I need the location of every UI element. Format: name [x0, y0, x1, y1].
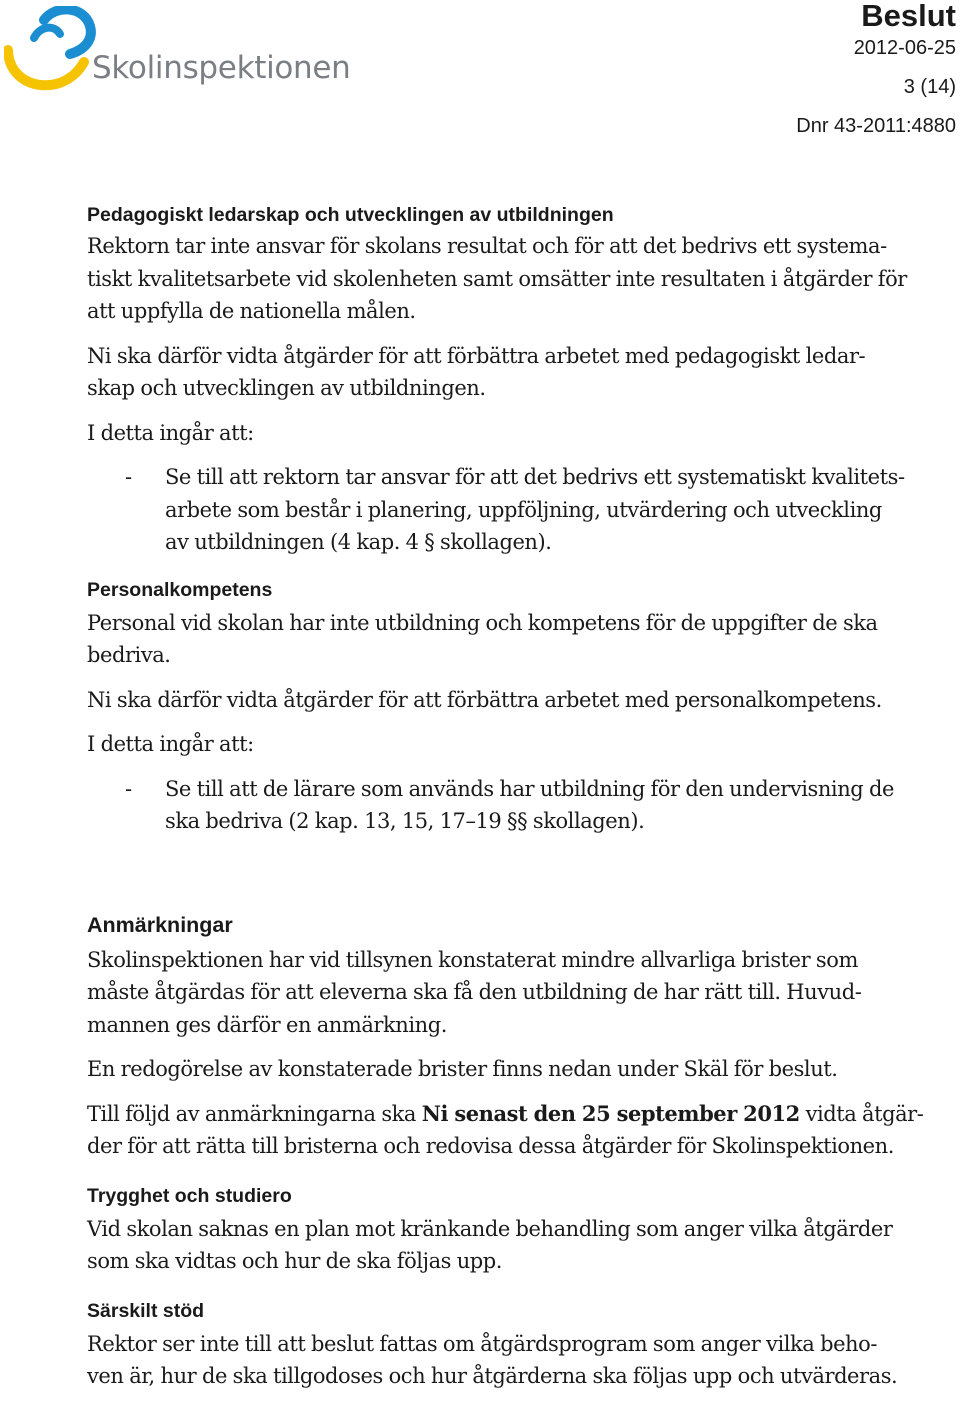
section-trygghet — [87, 1181, 932, 1278]
paragraph-line: Personal vid skolan har inte utbildning och kompetens för de uppgifter de ska — [87, 610, 878, 635]
paragraph-line: Vid skolan saknas en plan mot kränkande behandling som anger vilka åtgärder — [87, 1216, 893, 1241]
list-item — [87, 773, 932, 838]
paragraph-line: ven är, hur de ska tillgodoses och hur åtgärderna ska följas upp och utvärderas. — [87, 1364, 898, 1388]
page-number: 3 (14) — [903, 76, 956, 98]
list-item-line: Se till att rektorn tar ansvar för att det bedrivs ett systematiskt kvalitets- — [165, 465, 905, 489]
paragraph-line: tiskt kvalitetsarbete vid skolenheten samt omsätter inte resultaten i åtgärder för — [87, 266, 907, 291]
section-heading: Pedagogiskt ledarskap och utvecklingen av utbildningen — [87, 204, 614, 226]
list-dash: - — [125, 465, 132, 489]
paragraph-line: Ni ska därför vidta åtgärder för att förbättra arbetet med personalkompetens. — [87, 687, 882, 712]
paragraph-line: att uppfylla de nationella målen. — [87, 299, 416, 323]
list-item-line: Se till att de lärare som används har utbildning för den undervisning de — [165, 776, 894, 801]
section-anmarkningar — [87, 910, 932, 1163]
document-type: Beslut — [861, 0, 956, 33]
section-personalkompetens — [87, 575, 932, 838]
paragraph-line: Rektorn tar inte ansvar för skolans resultat och för att det bedrivs ett systema- — [87, 234, 887, 258]
text-run: vidta åtgär- — [799, 1101, 924, 1126]
paragraph-line: Rektor ser inte till att beslut fattas om åtgärdsprogram som anger vilka beho- — [87, 1331, 877, 1356]
list-dash: - — [125, 776, 132, 801]
paragraph-line: skap och utvecklingen av utbildningen. — [87, 376, 486, 400]
paragraph-line: I detta ingår att: — [87, 732, 254, 756]
paragraph-line: bedriva. — [87, 643, 171, 667]
paragraph-line: Ni ska därför vidta åtgärder för att förbättra arbetet med pedagogiskt ledar- — [87, 343, 866, 368]
paragraph-line — [87, 1098, 932, 1131]
list-item-line: ska bedriva (2 kap. 13, 15, 17–19 §§ skollagen). — [165, 809, 645, 833]
paragraph-line: måste åtgärdas för att eleverna ska få den utbildning de har rätt till. Huvud- — [87, 980, 862, 1004]
section-heading: Personalkompetens — [87, 578, 273, 601]
section-heading: Trygghet och studiero — [87, 1184, 292, 1207]
paragraph-line: Skolinspektionen har vid tillsynen konstaterat mindre allvarliga brister som — [87, 947, 858, 972]
paragraph-line: mannen ges därför en anmärkning. — [87, 1012, 447, 1037]
section-pedagogiskt-ledarskap — [87, 200, 932, 559]
deadline-text: Ni senast den 25 september 2012 — [421, 1100, 800, 1126]
text-run: Till följd av anmärkningarna ska — [87, 1101, 422, 1126]
paragraph-line: En redogörelse av konstaterade brister finns nedan under Skäl för beslut. — [87, 1057, 838, 1081]
list-item-line: av utbildningen (4 kap. 4 § skollagen). — [165, 530, 552, 554]
section-heading: Särskilt stöd — [87, 1299, 205, 1322]
document-body — [87, 200, 932, 1393]
section-sarskilt-stod — [87, 1296, 932, 1393]
paragraph-line: I detta ingår att: — [87, 420, 254, 445]
list-item-line: arbete som består i planering, uppföljning, utvärdering och utveckling — [165, 497, 882, 522]
skolinspektionen-logo — [4, 6, 349, 92]
logo-wordmark: Skolinspektionen — [92, 50, 351, 86]
document-header — [796, 0, 956, 138]
section-heading: Anmärkningar — [87, 912, 233, 937]
list-item — [87, 461, 932, 559]
document-date: 2012-06-25 — [853, 37, 956, 59]
paragraph-line: der för att rätta till bristerna och redovisa dessa åtgärder för Skolinspektionen. — [87, 1134, 894, 1158]
paragraph-line: som ska vidtas och hur de ska följas upp. — [87, 1249, 503, 1273]
document-dnr: Dnr 43-2011:4880 — [796, 115, 956, 137]
